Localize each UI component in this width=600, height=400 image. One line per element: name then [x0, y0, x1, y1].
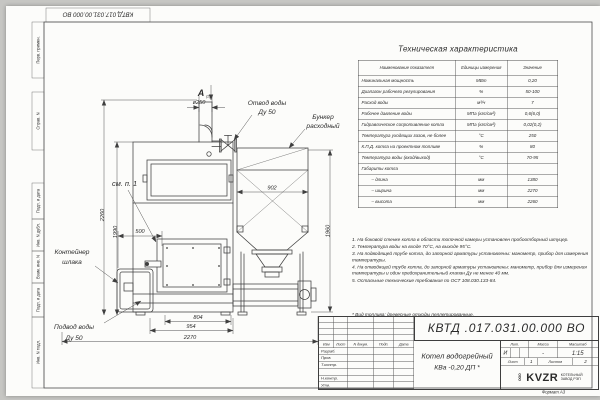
dim-base-outer: 954 — [186, 324, 196, 330]
sheet-number: 1 — [525, 358, 538, 366]
grid-cell — [394, 362, 414, 369]
table-cell-unit: МПа (кгс/см²) — [456, 120, 508, 131]
dim-total-height: 2260 — [100, 208, 106, 222]
note-item: 1. На боковой стенке котла в области топочной камеры установлен пробоотборный штуцер. — [352, 237, 569, 243]
tech-table-header: Единицы измерения — [456, 61, 508, 76]
grid-cell — [374, 368, 394, 375]
mass-label: Масса — [529, 341, 558, 348]
label-water-outlet: Отвод воды — [247, 100, 287, 107]
grid-cell — [348, 368, 374, 375]
table-cell-name: Габариты котла — [359, 164, 456, 175]
table-cell-unit: °С — [456, 131, 508, 142]
table-cell-name: К.П.Д. котла на проектном топливе — [359, 142, 456, 153]
table-cell-value — [508, 164, 558, 175]
row-utv: Утв. — [319, 382, 348, 389]
logo-tagline-1: КОТЕЛЬНЫЙ — [560, 373, 583, 377]
label-water-outlet-size: Ду 50 — [258, 109, 276, 116]
logo-tagline — [561, 374, 583, 382]
table-cell-unit: мм — [456, 186, 508, 197]
format-note: Формат А3 — [541, 389, 566, 395]
scale-label: Масштаб — [558, 341, 599, 348]
row-blank — [319, 368, 348, 375]
table-cell-name: Диапазон рабочего регулирования — [359, 87, 456, 98]
table-cell-value: 80 — [508, 142, 558, 153]
grid-cell — [374, 355, 394, 362]
table-cell-value: 2270 — [508, 186, 558, 197]
margin-label: Перв. примен. — [35, 36, 41, 64]
margin-label: Инв. N подл. — [35, 339, 41, 365]
grid-cell — [394, 382, 414, 389]
header-data: Дата — [394, 341, 414, 348]
door-bolts — [166, 247, 220, 286]
grid-cell — [348, 375, 374, 382]
note-item: 5. Остальные технические требования по ОСТ 108.030.133-84. — [352, 277, 497, 284]
table-cell-name: – ширина — [359, 186, 456, 197]
dim-boiler-height: 1990 — [113, 225, 119, 239]
titleblock-right-grid — [501, 341, 598, 389]
header-izm: Изм — [319, 341, 334, 348]
table-cell-value: 0,6(6,0) — [508, 109, 558, 120]
label-water-inlet: Подвод воды — [54, 324, 94, 331]
lit-value: И — [501, 348, 510, 358]
grid-cell — [374, 382, 394, 389]
row-razrab: Разраб. — [319, 348, 348, 355]
dim-offset: 500 — [135, 229, 145, 235]
margin-label: Взам. инв. N — [35, 255, 41, 279]
note-item: 4. На отводящей трубе котла, до запорной арматуры установлены: манометр, прибор для измерения температуры и один предохранительный клапан Ду не менее 40 мм. — [352, 264, 587, 277]
table-cell-name: Рабочее давление воды — [359, 109, 456, 120]
product-model: КВа -0,20 ДП * — [434, 363, 480, 371]
fuel-type-note: * Вид топлива: древесные отходы пеллетированные. — [352, 312, 475, 318]
product-name-cell — [414, 341, 501, 389]
label-see-note: см. п. 1 — [112, 179, 138, 188]
tech-table-title: Техническая характеристика — [398, 45, 518, 54]
header-ndokum: N докум. — [348, 341, 374, 348]
margin-label: Подп. и дата — [35, 287, 41, 313]
row-nkontr: Н.контр. — [319, 375, 348, 382]
sheets-label: Листов — [538, 358, 573, 366]
table-cell-unit — [456, 164, 508, 175]
label-slag-container-2: шлака — [62, 259, 82, 266]
table-cell-unit: МВт — [456, 76, 508, 87]
tech-table-header: Значение — [508, 61, 558, 76]
table-cell-unit: % — [456, 142, 508, 153]
product-name: Котел водогрейный — [421, 352, 493, 361]
fuel-bunker — [233, 148, 316, 315]
table-cell-value: 2260 — [527, 199, 538, 205]
dim-bunker-height: 1960 — [325, 224, 332, 238]
label-slag-container: Контейнер — [54, 249, 90, 256]
note-item: 2. Температура воды на входе 70°С, на выходе 95°С. — [352, 244, 472, 250]
dim-base-inner: 804 — [193, 315, 203, 321]
table-cell-name: Температура воды (вход/выход) — [359, 153, 456, 164]
table-cell-unit: м³/ч — [456, 98, 508, 109]
table-cell-name: – высота — [359, 197, 456, 208]
slag-container — [117, 269, 153, 312]
table-cell-value: 250 — [508, 131, 558, 142]
grid-cell — [348, 382, 374, 389]
dim-bunker-width: 902 — [267, 185, 277, 192]
dimensions — [62, 96, 333, 345]
callout-labels — [54, 99, 340, 342]
tech-table — [358, 60, 558, 208]
scale-value: 1:15 — [557, 348, 598, 358]
grid-cell — [374, 348, 394, 355]
title-block — [318, 316, 599, 390]
mass-value: - — [529, 348, 558, 358]
doc-number: КВТД .017.031.00.000 ВО — [427, 321, 586, 335]
table-cell-name: – длина — [359, 175, 456, 186]
table-cell-unit: мм — [456, 175, 508, 186]
margin-label: Подп. и дата — [35, 188, 41, 214]
table-cell-name: Температура уходящих газов, не более — [359, 131, 456, 142]
margin-label: Инв. N дубл. — [35, 223, 41, 247]
table-cell-unit: °С — [456, 153, 508, 164]
grid-cell — [394, 375, 414, 382]
table-cell-value: 70-95 — [508, 153, 558, 164]
lit-cell-3 — [520, 348, 529, 358]
table-cell-name: Расход воды — [359, 98, 456, 109]
lit-cell-2 — [510, 348, 519, 358]
label-bunker-2: расходный — [306, 123, 340, 130]
grid-cell — [374, 362, 394, 369]
doc-number-cell — [414, 317, 598, 341]
table-cell-unit: МПа (кгс/см²) — [456, 109, 508, 120]
table-cell-unit: % — [456, 87, 508, 98]
table-cell-value: 0,02(0,2) — [508, 120, 558, 131]
grid-cell — [394, 355, 414, 362]
logo-company-prefix: ООО — [518, 373, 522, 381]
grid-cell — [348, 362, 374, 369]
header-list: Лист — [334, 341, 348, 348]
view-letter: A — [197, 88, 205, 98]
table-cell-unit: мм — [456, 197, 508, 208]
chimney-and-valve — [199, 102, 237, 152]
table-cell-name: Гидравлическое сопротивление котла — [359, 120, 456, 131]
table-cell-value: 50-100 — [508, 87, 558, 98]
dim-chimney-diameter: ø250 — [192, 100, 206, 106]
sheets-total: 2 — [573, 358, 598, 366]
titleblock-left-grid — [319, 317, 414, 389]
grid-cell — [348, 355, 374, 362]
sheet-label: Лист — [501, 358, 525, 366]
note-item: 3. На подводящей трубе котла, до запорной арматуры установлены: манометр, прибор для измерения температуры. — [352, 251, 589, 263]
technical-notes — [352, 237, 598, 285]
label-bunker: Бункер — [312, 114, 334, 121]
logo-tagline-2: ЗАВОД РЭП — [560, 377, 581, 381]
table-cell-value: 0,20 — [508, 76, 558, 87]
tech-table-header: Наименование показателя — [359, 61, 456, 76]
label-water-inlet-size: Ду 50 — [65, 335, 83, 342]
view-sheet-ref: (2) — [206, 94, 211, 99]
table-cell-value: 1380 — [508, 175, 558, 186]
grid-cell — [394, 368, 414, 375]
margin-label: Справ. N — [35, 112, 41, 130]
row-tkontr: Т.контр. — [319, 362, 348, 369]
doc-number-top: КВТД.017.031.00.000 ВО — [62, 10, 134, 18]
grid-cell — [374, 375, 394, 382]
dim-total-width: 2270 — [183, 335, 197, 341]
logo-brand: KVZR — [526, 370, 559, 384]
company-logo — [501, 366, 598, 390]
table-cell-value: 7 — [508, 98, 558, 109]
table-cell-name: Номинальная мощность — [359, 76, 456, 87]
header-podp: Подп. — [374, 341, 394, 348]
grid-cell — [348, 348, 374, 355]
grid-cell — [394, 348, 414, 355]
lit-label: Лит. — [501, 341, 529, 348]
row-prov: Пров. — [319, 355, 348, 362]
